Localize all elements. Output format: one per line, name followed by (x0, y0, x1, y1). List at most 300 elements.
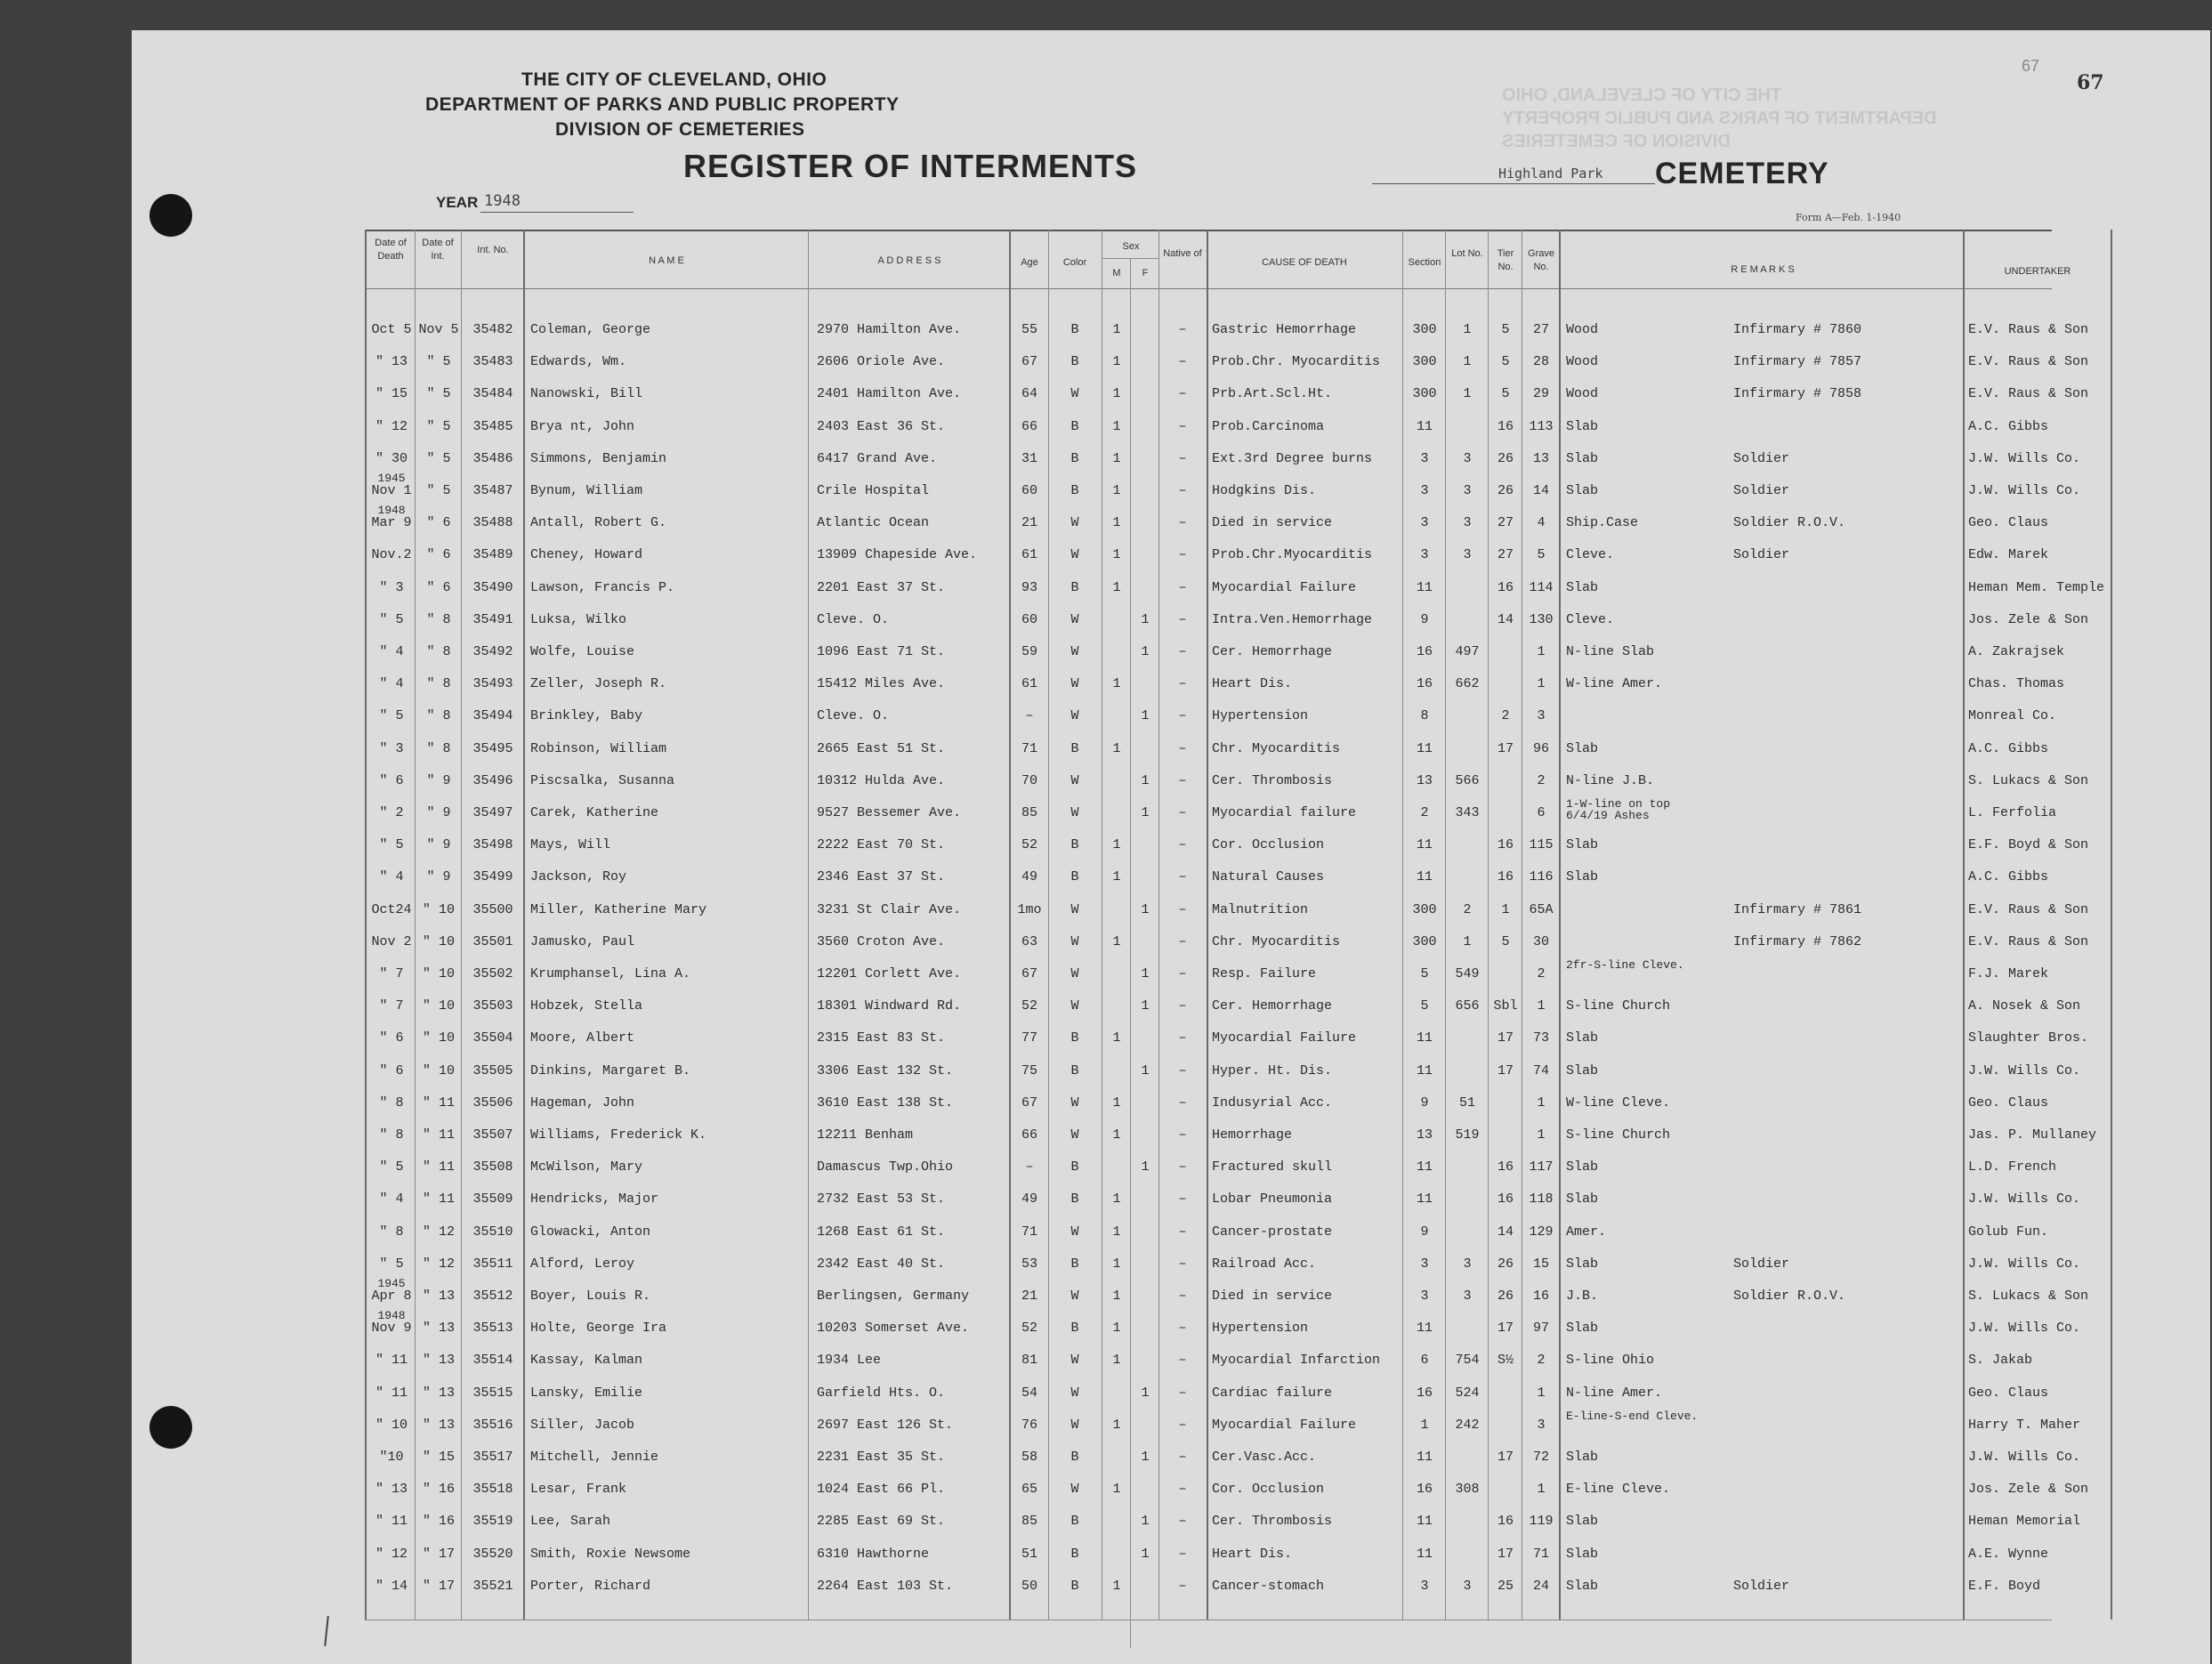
int-no: 35495 (472, 740, 513, 756)
native-of: – (1178, 515, 1187, 531)
date-of-death: " 14 (375, 1578, 408, 1594)
date-of-int: " 11 (422, 1095, 455, 1111)
int-no: 35516 (472, 1417, 513, 1433)
year-value: 1948 (484, 192, 521, 210)
date-of-int: " 13 (422, 1417, 455, 1433)
sex-m: 1 (1112, 1321, 1121, 1337)
table-row (132, 868, 2210, 894)
sex-m: 1 (1112, 1578, 1121, 1594)
int-no: 35504 (472, 1030, 513, 1046)
int-no: 35513 (472, 1321, 513, 1337)
header-cause-of-death: CAUSE OF DEATH (1262, 257, 1347, 268)
lot-no: 3 (1463, 547, 1472, 563)
color: W (1070, 644, 1079, 659)
date-of-death: " 8 (379, 1127, 404, 1143)
undertaker: A.E. Wynne (1968, 1546, 2049, 1562)
table-row (132, 417, 2210, 444)
table-row (132, 1512, 2210, 1539)
decedent-name: Cheney, Howard (530, 547, 643, 563)
int-no: 35498 (472, 837, 513, 853)
remarks: Slab (1566, 1256, 1599, 1272)
native-of: – (1178, 966, 1187, 981)
date-of-int: " 13 (422, 1353, 455, 1369)
table-row (132, 578, 2210, 605)
remarks: Slab (1566, 837, 1599, 853)
table-row (132, 1577, 2210, 1603)
lot-no: 51 (1458, 1095, 1475, 1111)
int-no: 35507 (472, 1127, 513, 1143)
undertaker: Heman Memorial (1968, 1514, 2081, 1530)
address: 2697 East 126 St. (817, 1417, 954, 1433)
int-no: 35521 (472, 1578, 513, 1594)
age: 76 (1021, 1417, 1037, 1433)
date-of-death: " 13 (375, 1482, 408, 1498)
native-of: – (1178, 611, 1187, 627)
lot-no: 662 (1455, 676, 1480, 692)
date-of-death: " 3 (379, 740, 404, 756)
grave-no: 24 (1532, 1578, 1549, 1594)
color: B (1070, 322, 1079, 337)
native-of: – (1178, 772, 1187, 788)
section: 300 (1412, 354, 1437, 370)
form-id: Form A—Feb. 1-1940 (1796, 212, 1901, 223)
section: 300 (1412, 322, 1437, 337)
date-of-int: " 9 (426, 805, 451, 820)
address: 1934 Lee (817, 1353, 882, 1369)
remarks: N-line Slab (1566, 644, 1655, 659)
section: 13 (1416, 1127, 1433, 1143)
section: 11 (1416, 837, 1433, 853)
remarks: Slab (1566, 1514, 1599, 1530)
decedent-name: Zeller, Joseph R. (530, 676, 667, 692)
int-no: 35497 (472, 805, 513, 820)
date-of-int: " 15 (422, 1450, 455, 1465)
table-row (132, 545, 2210, 572)
date-of-death-year-note: 1948 (377, 1309, 406, 1323)
native-of: – (1178, 483, 1187, 498)
age: 75 (1021, 1062, 1037, 1078)
int-no: 35482 (472, 322, 513, 337)
section: 3 (1420, 515, 1429, 531)
date-of-int: " 6 (426, 579, 451, 595)
native-of: – (1178, 418, 1187, 434)
cause-of-death: Cancer-prostate (1212, 1224, 1333, 1240)
section: 6 (1420, 1353, 1429, 1369)
section: 11 (1416, 1546, 1433, 1562)
color: W (1070, 966, 1079, 981)
color: B (1070, 1191, 1079, 1208)
cause-of-death: Myocardial Infarction (1212, 1353, 1381, 1369)
remarks-note: Soldier R.O.V. (1733, 1288, 1846, 1304)
table-row (132, 1480, 2210, 1506)
date-of-death: " 10 (375, 1417, 408, 1433)
grave-no: 72 (1532, 1450, 1549, 1465)
sex-f: 1 (1141, 1062, 1150, 1078)
age: 51 (1021, 1546, 1037, 1562)
remarks: Slab (1566, 740, 1599, 756)
grave-no: 119 (1529, 1514, 1554, 1530)
int-no: 35518 (472, 1482, 513, 1498)
tier-no: 27 (1497, 515, 1514, 531)
tier-no: 14 (1497, 611, 1514, 627)
cause-of-death: Prob.Chr. Myocarditis (1212, 354, 1381, 370)
address: 2665 East 51 St. (817, 740, 946, 756)
int-no: 35483 (472, 354, 513, 370)
age: 85 (1021, 805, 1037, 820)
color: B (1070, 740, 1079, 756)
lot-no: 3 (1463, 1256, 1472, 1272)
sex-m: 1 (1112, 740, 1121, 756)
undertaker: J.W. Wills Co. (1968, 1450, 2081, 1465)
date-of-death: " 5 (379, 611, 404, 627)
cause-of-death: Chr. Myocarditis (1212, 740, 1341, 756)
native-of: – (1178, 322, 1187, 337)
age: 21 (1021, 515, 1037, 531)
lot-no: 656 (1455, 998, 1480, 1014)
date-of-death: " 6 (379, 772, 404, 788)
address: Cleve. O. (817, 611, 890, 627)
address: 13909 Chapeside Ave. (817, 547, 978, 563)
grave-no: 1 (1537, 644, 1546, 659)
tier-no: 17 (1497, 1546, 1514, 1562)
grave-no: 3 (1537, 708, 1546, 724)
decedent-name: Porter, Richard (530, 1578, 651, 1594)
decedent-name: Antall, Robert G. (530, 515, 667, 531)
date-of-int: " 10 (422, 966, 455, 981)
age: 52 (1021, 998, 1037, 1014)
undertaker: Jos. Zele & Son (1968, 611, 2089, 627)
undertaker: L. Ferfolia (1968, 805, 2057, 820)
cause-of-death: Cer. Thrombosis (1212, 1514, 1333, 1530)
tier-no: 5 (1501, 933, 1510, 949)
address: 2403 East 36 St. (817, 418, 946, 434)
tier-no: 5 (1501, 322, 1510, 337)
date-of-int: " 9 (426, 772, 451, 788)
sex-f: 1 (1141, 1546, 1150, 1562)
tier-no: 26 (1497, 1288, 1514, 1304)
binder-hole-bottom (149, 1406, 192, 1449)
native-of: – (1178, 901, 1187, 917)
int-no: 35501 (472, 933, 513, 949)
table-row (132, 997, 2210, 1023)
native-of: – (1178, 1385, 1187, 1401)
date-of-int: " 10 (422, 1062, 455, 1078)
address: 2315 East 83 St. (817, 1030, 946, 1046)
table-row (132, 642, 2210, 669)
date-of-death: " 11 (375, 1385, 408, 1401)
cause-of-death: Resp. Failure (1212, 966, 1317, 981)
section: 300 (1412, 386, 1437, 402)
age: 60 (1021, 483, 1037, 498)
decedent-name: Brinkley, Baby (530, 708, 643, 724)
section: 9 (1420, 611, 1429, 627)
color: B (1070, 1030, 1079, 1046)
table-row (132, 1126, 2210, 1152)
age: 93 (1021, 579, 1037, 595)
color: B (1070, 418, 1079, 434)
native-of: – (1178, 1288, 1187, 1304)
color: B (1070, 450, 1079, 466)
sex-m: 1 (1112, 450, 1121, 466)
native-of: – (1178, 837, 1187, 853)
int-no: 35485 (472, 418, 513, 434)
sex-f: 1 (1141, 998, 1150, 1014)
section: 5 (1420, 998, 1429, 1014)
color: B (1070, 1450, 1079, 1465)
date-of-death: Oct24 (371, 901, 412, 917)
section: 11 (1416, 1450, 1433, 1465)
header-sex: Sex (1122, 241, 1140, 252)
int-no: 35508 (472, 1159, 513, 1175)
decedent-name: Brya nt, John (530, 418, 635, 434)
decedent-name: Wolfe, Louise (530, 644, 635, 659)
int-no: 35505 (472, 1062, 513, 1078)
table-row (132, 384, 2210, 411)
address: 2346 East 37 St. (817, 869, 946, 885)
date-of-int: " 12 (422, 1256, 455, 1272)
section: 8 (1420, 708, 1429, 724)
cause-of-death: Ext.3rd Degree burns (1212, 450, 1373, 466)
remarks: Amer. (1566, 1224, 1607, 1240)
remarks: N-line Amer. (1566, 1385, 1663, 1401)
date-of-death-year-note: 1945 (377, 1277, 406, 1290)
undertaker: Geo. Claus (1968, 1385, 2049, 1401)
date-of-int: " 13 (422, 1321, 455, 1337)
register-rows (132, 30, 2210, 1664)
section: 11 (1416, 1191, 1433, 1208)
native-of: – (1178, 1095, 1187, 1111)
address: Garfield Hts. O. (817, 1385, 946, 1401)
header-address: A D D R E S S (877, 255, 941, 266)
int-no: 35490 (472, 579, 513, 595)
lot-no: 242 (1455, 1417, 1480, 1433)
color: B (1070, 1546, 1079, 1562)
decedent-name: Smith, Roxie Newsome (530, 1546, 691, 1562)
date-of-int: " 8 (426, 740, 451, 756)
section: 11 (1416, 869, 1433, 885)
date-of-death: " 30 (375, 450, 408, 466)
tier-no: 16 (1497, 869, 1514, 885)
native-of: – (1178, 386, 1187, 402)
table-row (132, 901, 2210, 927)
section: 16 (1416, 644, 1433, 659)
grave-no: 1 (1537, 1385, 1546, 1401)
remarks: S-line Church (1566, 998, 1671, 1014)
date-of-int: " 13 (422, 1385, 455, 1401)
lot-no: 3 (1463, 450, 1472, 466)
date-of-death: Mar 9 (371, 515, 412, 531)
address: 12201 Corlett Ave. (817, 966, 962, 981)
grave-no: 30 (1532, 933, 1549, 949)
division-heading: DIVISION OF CEMETERIES (555, 119, 805, 140)
section: 3 (1420, 1288, 1429, 1304)
native-of: – (1178, 1546, 1187, 1562)
remarks: Slab (1566, 1450, 1599, 1465)
remarks: E-line Cleve. (1566, 1482, 1671, 1498)
grave-no: 2 (1537, 772, 1546, 788)
remarks: Slab (1566, 1159, 1599, 1175)
register-page (132, 30, 2210, 1664)
date-of-death-year-note: 1948 (377, 504, 406, 518)
date-of-int: " 6 (426, 547, 451, 563)
sex-m: 1 (1112, 386, 1121, 402)
date-of-int: " 8 (426, 611, 451, 627)
color: B (1070, 483, 1079, 498)
int-no: 35514 (472, 1353, 513, 1369)
tier-no: 16 (1497, 837, 1514, 853)
undertaker: E.F. Boyd (1968, 1578, 2041, 1594)
cause-of-death: Cer. Thrombosis (1212, 772, 1333, 788)
date-of-death: " 12 (375, 1546, 408, 1562)
decedent-name: Lee, Sarah (530, 1514, 611, 1530)
table-row (132, 1062, 2210, 1088)
address: 9527 Bessemer Ave. (817, 805, 962, 820)
native-of: – (1178, 805, 1187, 820)
int-no: 35486 (472, 450, 513, 466)
cause-of-death: Myocardial Failure (1212, 1417, 1357, 1433)
native-of: – (1178, 1030, 1187, 1046)
section: 16 (1416, 1482, 1433, 1498)
remarks-note: Infirmary # 7862 (1733, 933, 1862, 949)
int-no: 35491 (472, 611, 513, 627)
tier-no: Sbl (1493, 998, 1518, 1014)
color: W (1070, 901, 1079, 917)
header-tier-no: Tier No. (1497, 248, 1514, 272)
table-row (132, 674, 2210, 701)
native-of: – (1178, 998, 1187, 1014)
tier-no: 25 (1497, 1578, 1514, 1594)
age: 77 (1021, 1030, 1037, 1046)
sex-m: 1 (1112, 1224, 1121, 1240)
age: 49 (1021, 1191, 1037, 1208)
lot-no: 519 (1455, 1127, 1480, 1143)
color: B (1070, 1062, 1079, 1078)
address: 2732 East 53 St. (817, 1191, 946, 1208)
decedent-name: Hobzek, Stella (530, 998, 643, 1014)
table-row (132, 797, 2210, 830)
decedent-name: Boyer, Louis R. (530, 1288, 651, 1304)
int-no: 35488 (472, 515, 513, 531)
grave-no: 27 (1532, 322, 1549, 337)
sex-m: 1 (1112, 418, 1121, 434)
date-of-death: " 4 (379, 676, 404, 692)
decedent-name: Siller, Jacob (530, 1417, 635, 1433)
cause-of-death: Cor. Occlusion (1212, 1482, 1325, 1498)
header-sex-m: M (1112, 268, 1121, 279)
lot-no: 3 (1463, 1578, 1472, 1594)
remarks: Ship.Case (1566, 515, 1639, 531)
sex-m: 1 (1112, 1256, 1121, 1272)
section: 11 (1416, 1514, 1433, 1530)
tier-no: 17 (1497, 1450, 1514, 1465)
color: W (1070, 386, 1079, 402)
decedent-name: Krumphansel, Lina A. (530, 966, 691, 981)
int-no: 35499 (472, 869, 513, 885)
age: 31 (1021, 450, 1037, 466)
address: 2342 East 40 St. (817, 1256, 946, 1272)
cause-of-death: Myocardial Failure (1212, 579, 1357, 595)
address: 2606 Oriole Ave. (817, 354, 946, 370)
age: 52 (1021, 837, 1037, 853)
address: 3231 St Clair Ave. (817, 901, 962, 917)
age: 49 (1021, 869, 1037, 885)
lot-no: 308 (1455, 1482, 1480, 1498)
address: Atlantic Ocean (817, 515, 930, 531)
address: 18301 Windward Rd. (817, 998, 962, 1014)
color: W (1070, 772, 1079, 788)
decedent-name: Mays, Will (530, 837, 611, 853)
sex-f: 1 (1141, 966, 1150, 981)
date-of-death: " 11 (375, 1514, 408, 1530)
undertaker: A.C. Gibbs (1968, 869, 2049, 885)
remarks: Slab (1566, 450, 1599, 466)
remarks-note: Soldier (1733, 547, 1790, 563)
cause-of-death: Died in service (1212, 515, 1333, 531)
date-of-int: " 5 (426, 418, 451, 434)
remarks: S-line Ohio (1566, 1353, 1655, 1369)
color: B (1070, 1256, 1079, 1272)
sex-m: 1 (1112, 579, 1121, 595)
color: W (1070, 1385, 1079, 1401)
sex-m: 1 (1112, 1482, 1121, 1498)
tier-no: 2 (1501, 708, 1510, 724)
native-of: – (1178, 708, 1187, 724)
grave-no: 6 (1537, 805, 1546, 820)
cause-of-death: Prob.Carcinoma (1212, 418, 1325, 434)
age: 85 (1021, 1514, 1037, 1530)
age: – (1025, 1159, 1034, 1175)
grave-no: 28 (1532, 354, 1549, 370)
remarks-note: Infirmary # 7858 (1733, 386, 1862, 402)
header-undertaker: UNDERTAKER (2004, 266, 2071, 277)
undertaker: J.W. Wills Co. (1968, 1191, 2081, 1208)
date-of-int: " 5 (426, 483, 451, 498)
header-native-of: Native of (1163, 248, 1202, 259)
grave-no: 1 (1537, 1127, 1546, 1143)
decedent-name: Dinkins, Margaret B. (530, 1062, 691, 1078)
int-no: 35509 (472, 1191, 513, 1208)
date-of-int: " 9 (426, 837, 451, 853)
color: W (1070, 1224, 1079, 1240)
header-section: Section (1408, 257, 1441, 268)
decedent-name: Bynum, William (530, 483, 643, 498)
native-of: – (1178, 1224, 1187, 1240)
sex-m: 1 (1112, 483, 1121, 498)
color: W (1070, 1353, 1079, 1369)
date-of-int: " 12 (422, 1224, 455, 1240)
decedent-name: Lawson, Francis P. (530, 579, 675, 595)
color: W (1070, 515, 1079, 531)
undertaker: E.V. Raus & Son (1968, 933, 2089, 949)
remarks: Slab (1566, 1321, 1599, 1337)
tier-no: 16 (1497, 579, 1514, 595)
grave-no: 65A (1529, 901, 1554, 917)
native-of: – (1178, 1256, 1187, 1272)
undertaker: J.W. Wills Co. (1968, 1321, 2081, 1337)
table-row (132, 1029, 2210, 1055)
table-row (132, 707, 2210, 733)
date-of-death: " 5 (379, 837, 404, 853)
grave-no: 1 (1537, 676, 1546, 692)
section: 5 (1420, 966, 1429, 981)
header-date-of-int: Date of Int. (422, 238, 454, 262)
undertaker: E.V. Raus & Son (1968, 322, 2089, 337)
native-of: – (1178, 1482, 1187, 1498)
undertaker: E.F. Boyd & Son (1968, 837, 2089, 853)
age: 63 (1021, 933, 1037, 949)
age: 21 (1021, 1288, 1037, 1304)
remarks: Cleve. (1566, 611, 1615, 627)
